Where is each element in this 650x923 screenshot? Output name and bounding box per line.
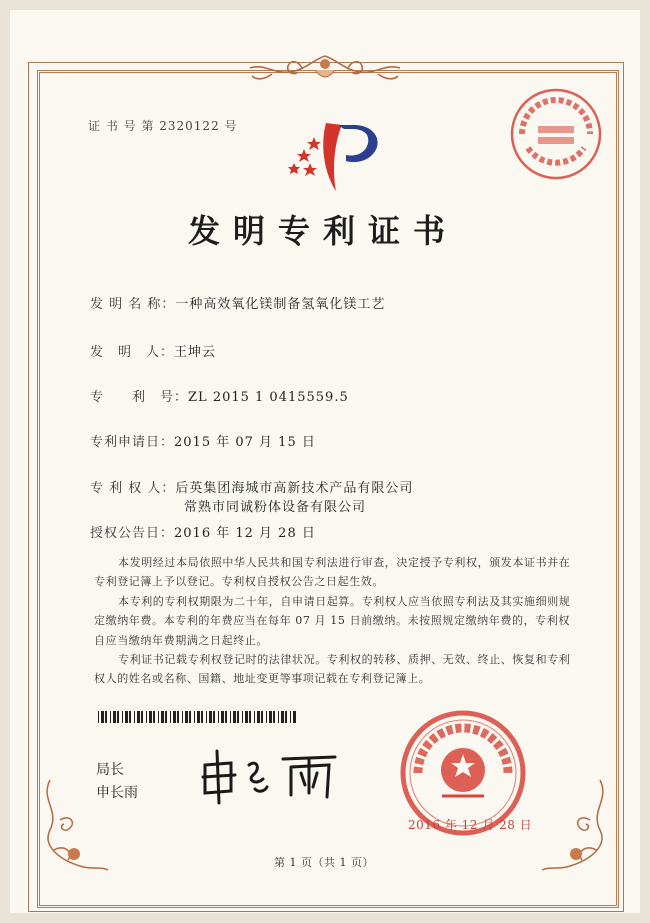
- patent-office-logo-icon: [280, 115, 390, 195]
- filing-date-value: 2015 年 07 月 15 日: [174, 435, 316, 450]
- barcode-icon: [98, 711, 298, 723]
- signature-icon: [195, 745, 345, 805]
- patent-holder-label: 专 利 权 人：: [90, 481, 176, 496]
- filing-date-label: 专利申请日：: [90, 435, 175, 450]
- seal-date: 2016 年 12 月 28 日: [408, 818, 533, 832]
- patent-number-row: [90, 386, 349, 405]
- certificate-title: 发明专利证书: [188, 212, 459, 250]
- filing-date-row: [90, 431, 316, 450]
- grant-date-value: 2016 年 12 月 28 日: [174, 526, 316, 541]
- body-paragraph: 本专利的专利权期限为二十年，自申请日起算。专利权人应当依照专利法及其实施细则规定缴纳年费。本专利的年费应当在每年 07 月 15 日前缴纳。未按照规定缴纳年费的，专利权自应当缴纳年费期满之日起终止。: [94, 594, 571, 647]
- inventor-row: [90, 341, 216, 360]
- patent-holder-value-1: 后英集团海城市高新技术产品有限公司: [175, 481, 414, 496]
- body-paragraph: 专利证书记载专利权登记时的法律状况。专利权的转移、质押、无效、终止、恢复和专利权人的姓名或名称、国籍、地址变更等事项记载在专利登记簿上。: [94, 653, 571, 686]
- patent-holder-row: [90, 477, 413, 496]
- patent-number-label: 专 利 号：: [90, 390, 189, 405]
- patent-holder-row-2: [184, 496, 366, 515]
- top-floral-ornament-icon: [242, 50, 408, 90]
- director-name: 申长雨: [96, 785, 138, 801]
- bottom-right-floral-ornament-icon: [530, 770, 620, 880]
- director-title: 局长: [96, 762, 124, 778]
- certificate-body: [94, 553, 574, 689]
- invention-name-value: 一种高效氧化镁制备氢氧化镁工艺: [175, 297, 386, 312]
- invention-name-row: [90, 293, 385, 312]
- certificate-number: 证 书 号 第 2320122 号: [88, 119, 238, 133]
- certificate-sheet: [10, 10, 640, 913]
- page-number: 第 1 页（共 1 页）: [274, 856, 374, 869]
- grant-date-row: [90, 522, 316, 541]
- inventor-label: 发 明 人：: [90, 345, 175, 360]
- inventor-value: 王坤云: [174, 345, 217, 360]
- patent-number-value: ZL 2015 1 0415559.5: [188, 390, 349, 405]
- grant-date-label: 授权公告日：: [90, 526, 175, 541]
- invention-name-label: 发 明 名 称：: [90, 297, 176, 312]
- patent-holder-value-2: 常熟市同诚粉体设备有限公司: [184, 500, 367, 515]
- body-paragraph: 本发明经过本局依照中华人民共和国专利法进行审查，决定授予专利权，颁发本证书并在专利登记簿上予以登记。专利权自授权公告之日起生效。: [94, 556, 571, 589]
- agency-seal-icon: [508, 86, 604, 182]
